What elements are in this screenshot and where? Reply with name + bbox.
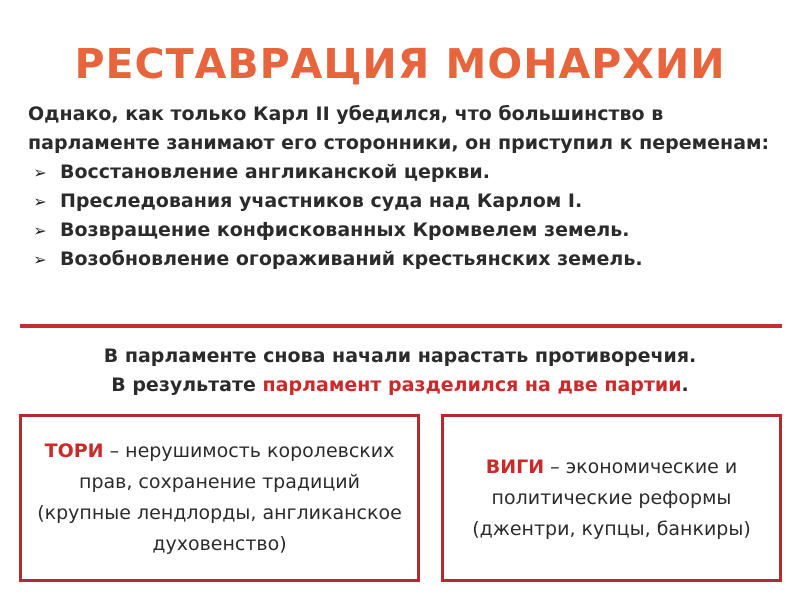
tories-box [19, 414, 420, 582]
list-item [28, 187, 788, 216]
tories-description [32, 436, 407, 560]
list-item-text: Возвращение конфискованных Кромвелем земель. [60, 219, 630, 241]
list-item [28, 158, 788, 187]
conflict-line-1: В парламенте снова начали нарастать противоречия. [103, 345, 697, 367]
list-item-text: Восстановление англиканской церкви. [60, 161, 490, 183]
intro-paragraph: Однако, как только Карл II убедился, что большинство в парламенте занимают его сторонники, он приступил к переменам: [28, 103, 770, 154]
list-item-text: Преследования участников суда над Карлом I. [60, 190, 583, 212]
tories-text: – нерушимость королевских прав, сохранение традиций (крупные лендлорды, англиканское духовенство) [37, 440, 402, 555]
slide-title: РЕСТАВРАЦИЯ МОНАРХИИ [74, 40, 726, 88]
conflict-line-2-suffix: . [681, 374, 689, 396]
whigs-description [454, 452, 769, 545]
list-item [28, 245, 788, 274]
intro-block [28, 100, 788, 274]
parliament-split-highlight: парламент разделился на две партии [262, 374, 682, 396]
changes-list [28, 158, 788, 274]
whigs-term: ВИГИ [485, 455, 545, 478]
arrow-bullet-icon: ➢ [33, 250, 47, 269]
whigs-box [441, 414, 782, 582]
conflict-line-2 [0, 371, 800, 400]
tories-term: ТОРИ [44, 440, 104, 462]
arrow-bullet-icon: ➢ [33, 221, 47, 240]
conflict-line-2-prefix: В результате [111, 374, 263, 396]
list-item [28, 216, 788, 245]
section-divider [20, 324, 782, 328]
arrow-bullet-icon: ➢ [33, 163, 47, 182]
list-item-text: Возобновление огораживаний крестьянских земель. [60, 248, 643, 270]
whigs-text: – экономические и политические реформы (джентри, купцы, банкиры) [472, 455, 751, 540]
conflict-statement [0, 342, 800, 400]
arrow-bullet-icon: ➢ [33, 192, 47, 211]
